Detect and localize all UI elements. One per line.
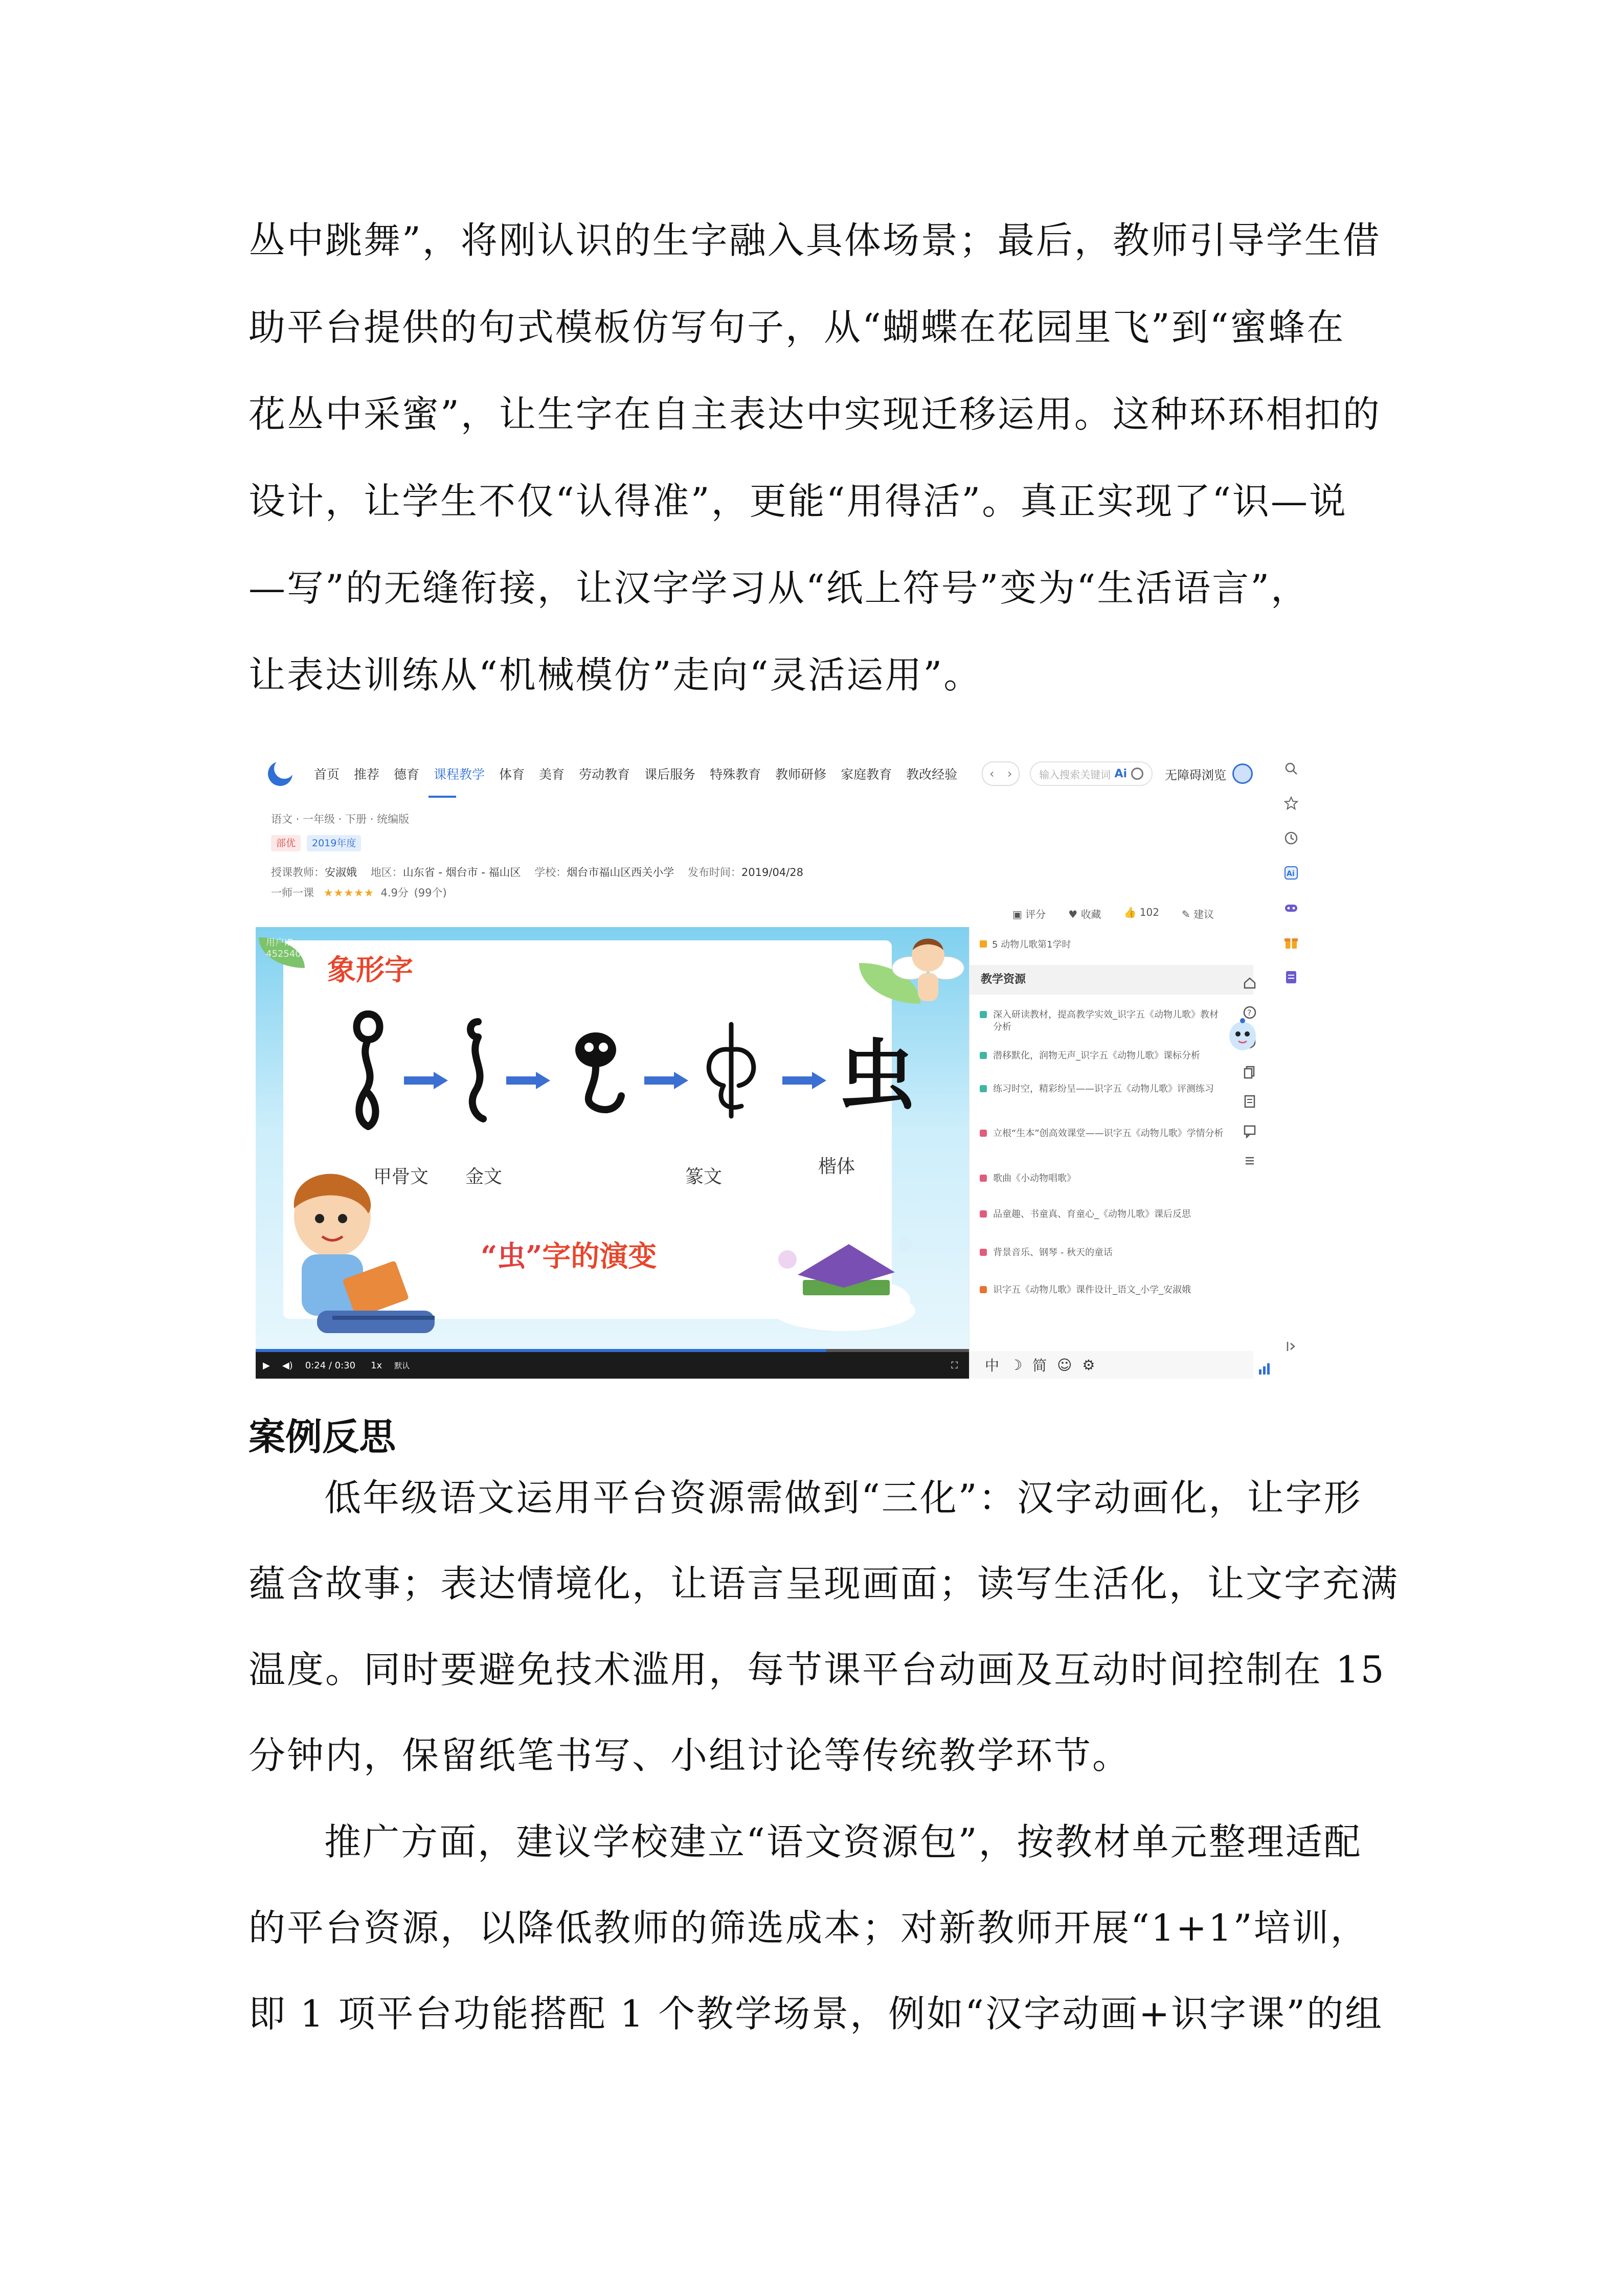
- nav-scroll-arrows[interactable]: [982, 761, 1020, 786]
- resource-header: 教学资源: [970, 965, 1253, 995]
- panel-floating-tools: [1243, 976, 1257, 1168]
- text-line: 温度。同时要避免技术滥用，每节课平台动画及互动时间控制在 15: [249, 1648, 1386, 1691]
- one-teacher-label: 一师一课: [271, 887, 314, 899]
- suggest-button[interactable]: ✎ 建议: [1182, 908, 1214, 920]
- caption-bronze: 金文: [465, 1166, 503, 1187]
- text-line: —写”的无缝衔接，让汉字学习从“纸上符号”变为“生活语言”，: [249, 567, 1310, 610]
- angel-illustration: [890, 927, 966, 1019]
- video-player[interactable]: [256, 927, 969, 1379]
- caption-regular: 楷体: [818, 1156, 855, 1177]
- oracle-bone-glyph: [343, 1004, 394, 1137]
- arrow-icon: [782, 1072, 826, 1089]
- ime-script[interactable]: 简: [1032, 1357, 1047, 1374]
- user-watermark: 用户ID： 452540...: [266, 937, 310, 959]
- ime-toolbar: [970, 1351, 1253, 1379]
- resource-item[interactable]: 深入研读教材，提高教学实效_识字五《动物儿歌》教材分析: [980, 1009, 1225, 1033]
- emoji-icon[interactable]: ☺: [1057, 1356, 1072, 1374]
- resource-item[interactable]: 练习时空，精彩纷呈——识字五《动物儿歌》评测练习: [980, 1083, 1225, 1095]
- doc-icon: [980, 1052, 987, 1059]
- subtitle-rest: 字的演变: [542, 1240, 657, 1273]
- reflection-paragraph: [249, 1455, 1404, 1798]
- progress-fill: [256, 1349, 826, 1352]
- home-icon[interactable]: [1243, 976, 1257, 990]
- resource-item[interactable]: 识字五《动物儿歌》课件设计_语文_小学_安淑娥: [980, 1284, 1225, 1296]
- chevron-right-icon[interactable]: ›: [1007, 767, 1012, 781]
- teacher-label: 授课教师：: [271, 866, 325, 879]
- top-nav: [256, 751, 1253, 797]
- slide-subtitle: [481, 1234, 657, 1275]
- teacher-name: 安淑娥: [325, 866, 357, 879]
- ai-icon[interactable]: [1283, 865, 1299, 881]
- doc-icon: [980, 1011, 987, 1018]
- arrow-icon: [404, 1072, 448, 1089]
- speed-selector[interactable]: 1x: [371, 1360, 382, 1371]
- accessibility-link[interactable]: 无障碍浏览: [1165, 768, 1227, 782]
- bronze-glyph: [455, 1014, 501, 1127]
- books-on-cloud-illustration: [767, 1213, 920, 1336]
- rating-count: (99个): [414, 887, 447, 899]
- date-label: 发布时间：: [687, 866, 741, 879]
- nav-item-labor[interactable]: 劳动教育: [579, 767, 630, 782]
- text-line: 即 1 项平台功能搭配 1 个教学场景，例如“汉字动画+识字课”的组: [249, 1992, 1384, 2035]
- subtitle-quoted-char: “虫”: [481, 1240, 543, 1273]
- arrow-icon: [506, 1072, 550, 1089]
- progress-bar[interactable]: [256, 1349, 969, 1352]
- arrow-icon: [644, 1072, 688, 1089]
- text-line: 的平台资源，以降低教师的筛选成本；对新教师开展“1+1”培训，: [249, 1906, 1369, 1949]
- nav-item-teacher[interactable]: 教师研修: [775, 767, 827, 782]
- like-button[interactable]: 👍 102: [1123, 906, 1160, 918]
- moon-icon[interactable]: ☽: [1009, 1356, 1023, 1374]
- resource-item[interactable]: 歌曲《小动物唱歌》: [980, 1173, 1225, 1185]
- nav-item-moral[interactable]: 德育: [394, 767, 420, 782]
- region-value: 山东省 - 烟台市 - 福山区: [402, 866, 521, 879]
- region-label: 地区：: [370, 866, 403, 879]
- text-line: 设计，让学生不仅“认得准”，更能“用得活”。真正实现了“识—说: [249, 480, 1348, 523]
- section-heading: 案例反思: [249, 1415, 396, 1458]
- regular-script-char: 虫: [839, 1030, 916, 1120]
- gift-icon[interactable]: [1283, 935, 1299, 950]
- audio-icon: [980, 1249, 987, 1256]
- doc-icon: [980, 1130, 987, 1137]
- text-line: 花丛中采蜜”，让生字在自主表达中实现迁移运用。这种环环相扣的: [249, 393, 1381, 436]
- reading-boy-illustration: [271, 1167, 455, 1352]
- assistant-mascot-icon[interactable]: [1227, 1017, 1258, 1052]
- nav-item-family[interactable]: 家庭教育: [841, 767, 892, 782]
- search-icon[interactable]: [1283, 761, 1299, 776]
- user-avatar[interactable]: [1232, 763, 1253, 784]
- audio-icon: [980, 1175, 987, 1182]
- text-line: 助平台提供的句式模板仿写句子，从“蝴蝶在花园里飞”到“蜜蜂在: [249, 306, 1345, 349]
- course-info: [271, 864, 803, 880]
- history-icon[interactable]: [1283, 830, 1299, 846]
- caption-oracle-bone: 甲骨文: [373, 1166, 429, 1187]
- text-line: 低年级语文运用平台资源需做到“三化”：汉字动画化，让字形: [324, 1476, 1362, 1519]
- rating-row: [271, 885, 447, 900]
- search-icon[interactable]: [1131, 768, 1143, 780]
- folder-icon: [980, 940, 987, 948]
- svg-text:Ai: Ai: [1287, 870, 1295, 878]
- rate-button[interactable]: ▣ 评分: [1012, 908, 1046, 920]
- svg-text:?: ?: [1247, 1008, 1252, 1018]
- ime-mode[interactable]: 中: [985, 1357, 1000, 1374]
- resource-item[interactable]: 潜移默化，润物无声_识字五《动物儿歌》课标分析: [980, 1050, 1225, 1062]
- chevron-left-icon[interactable]: ‹: [989, 767, 995, 781]
- seal-script-glyph: [695, 1014, 767, 1127]
- signal-icon: [1258, 1363, 1271, 1375]
- text-line: 蕴含故事；表达情境化，让语言呈现画面；读写生活化，让文字充满: [249, 1562, 1400, 1605]
- time-display: 0:24 / 0:30: [305, 1360, 356, 1371]
- breadcrumb[interactable]: 语文 · 一年级 · 下册 · 统编版: [271, 813, 410, 825]
- ppt-icon: [980, 1286, 987, 1293]
- promotion-paragraph: [249, 1799, 1404, 2057]
- nav-item-recommend[interactable]: 推荐: [353, 767, 379, 782]
- quality-selector[interactable]: 默认: [394, 1361, 410, 1370]
- date-value: 2019/04/28: [741, 866, 803, 879]
- rating-score: 4.9分: [380, 887, 409, 899]
- text-line: 丛中跳舞”，将刚认识的生字融入具体场景；最后，教师引导学生借: [249, 219, 1381, 262]
- action-bar: [1012, 906, 1214, 921]
- nav-item-afterschool[interactable]: 课后服务: [644, 767, 696, 782]
- copy-icon[interactable]: [1243, 1065, 1257, 1079]
- nav-item-sports[interactable]: 体育: [499, 767, 525, 782]
- doc-icon: [980, 1085, 987, 1092]
- text-line: 分钟内，保留纸笔书写、小组讨论等传统教学环节。: [249, 1734, 1131, 1777]
- excellent-badge: 部优: [271, 835, 301, 851]
- video-controls: [256, 1352, 969, 1379]
- platform-screenshot: [256, 751, 1309, 1379]
- fullscreen-icon[interactable]: ⛶: [951, 1360, 958, 1371]
- intro-paragraph: [249, 197, 1404, 718]
- nav-item-reform[interactable]: 教改经验: [906, 767, 958, 782]
- settings-icon[interactable]: ⚙: [1082, 1356, 1095, 1374]
- play-icon[interactable]: ▶: [263, 1360, 270, 1371]
- menu-icon[interactable]: [1243, 1154, 1257, 1168]
- browser-sidebar: [1273, 756, 1309, 1354]
- slide-title: 象形字: [327, 953, 413, 987]
- platform-logo[interactable]: [268, 759, 297, 788]
- ai-search-icon[interactable]: Ai: [1114, 767, 1128, 780]
- text-line: 让表达训练从“机械模仿”走向“灵活运用”。: [249, 654, 982, 696]
- volume-icon[interactable]: ◀): [282, 1360, 293, 1371]
- resource-item[interactable]: 立根“生本”创高效课堂——识字五《动物儿歌》学情分析: [980, 1128, 1225, 1140]
- document-icon[interactable]: [1243, 1094, 1257, 1109]
- nav-item-home[interactable]: 首页: [313, 767, 340, 782]
- search-placeholder: 输入搜索关键词: [1039, 768, 1111, 781]
- nav-item-arts[interactable]: 美育: [539, 767, 565, 782]
- bronze-inscription-glyph: [568, 1024, 629, 1116]
- caption-seal: 篆文: [685, 1166, 723, 1187]
- now-playing-item[interactable]: 5 动物儿歌第1学时: [980, 937, 1071, 951]
- year-badge: 2019年度: [307, 835, 361, 851]
- star-icon[interactable]: [1283, 796, 1299, 811]
- game-controller-icon[interactable]: [1283, 900, 1299, 915]
- nav-item-course[interactable]: 课程教学: [434, 767, 485, 782]
- school-value: 烟台市福山区西关小学: [567, 866, 674, 879]
- resource-panel: [969, 927, 1253, 1379]
- doc-icon: [980, 1210, 987, 1218]
- feedback-icon[interactable]: [1243, 1124, 1257, 1138]
- text-line: 推广方面，建议学校建立“语文资源包”，按教材单元整理适配: [324, 1820, 1362, 1863]
- favorite-button[interactable]: ♥ 收藏: [1068, 908, 1101, 920]
- notes-icon[interactable]: [1283, 970, 1299, 985]
- collapse-sidebar-icon[interactable]: [1283, 1339, 1299, 1354]
- rating-stars: ★★★★★: [323, 887, 374, 899]
- active-tab-indicator: [429, 796, 456, 798]
- resource-item[interactable]: 品童趣、书童真、育童心_《动物儿歌》课后反思: [980, 1208, 1225, 1221]
- search-input[interactable]: [1030, 761, 1153, 786]
- resource-item[interactable]: 背景音乐、钢琴 - 秋天的童话: [980, 1247, 1225, 1259]
- nav-item-special[interactable]: 特殊教育: [710, 767, 761, 782]
- school-label: 学校：: [534, 866, 567, 879]
